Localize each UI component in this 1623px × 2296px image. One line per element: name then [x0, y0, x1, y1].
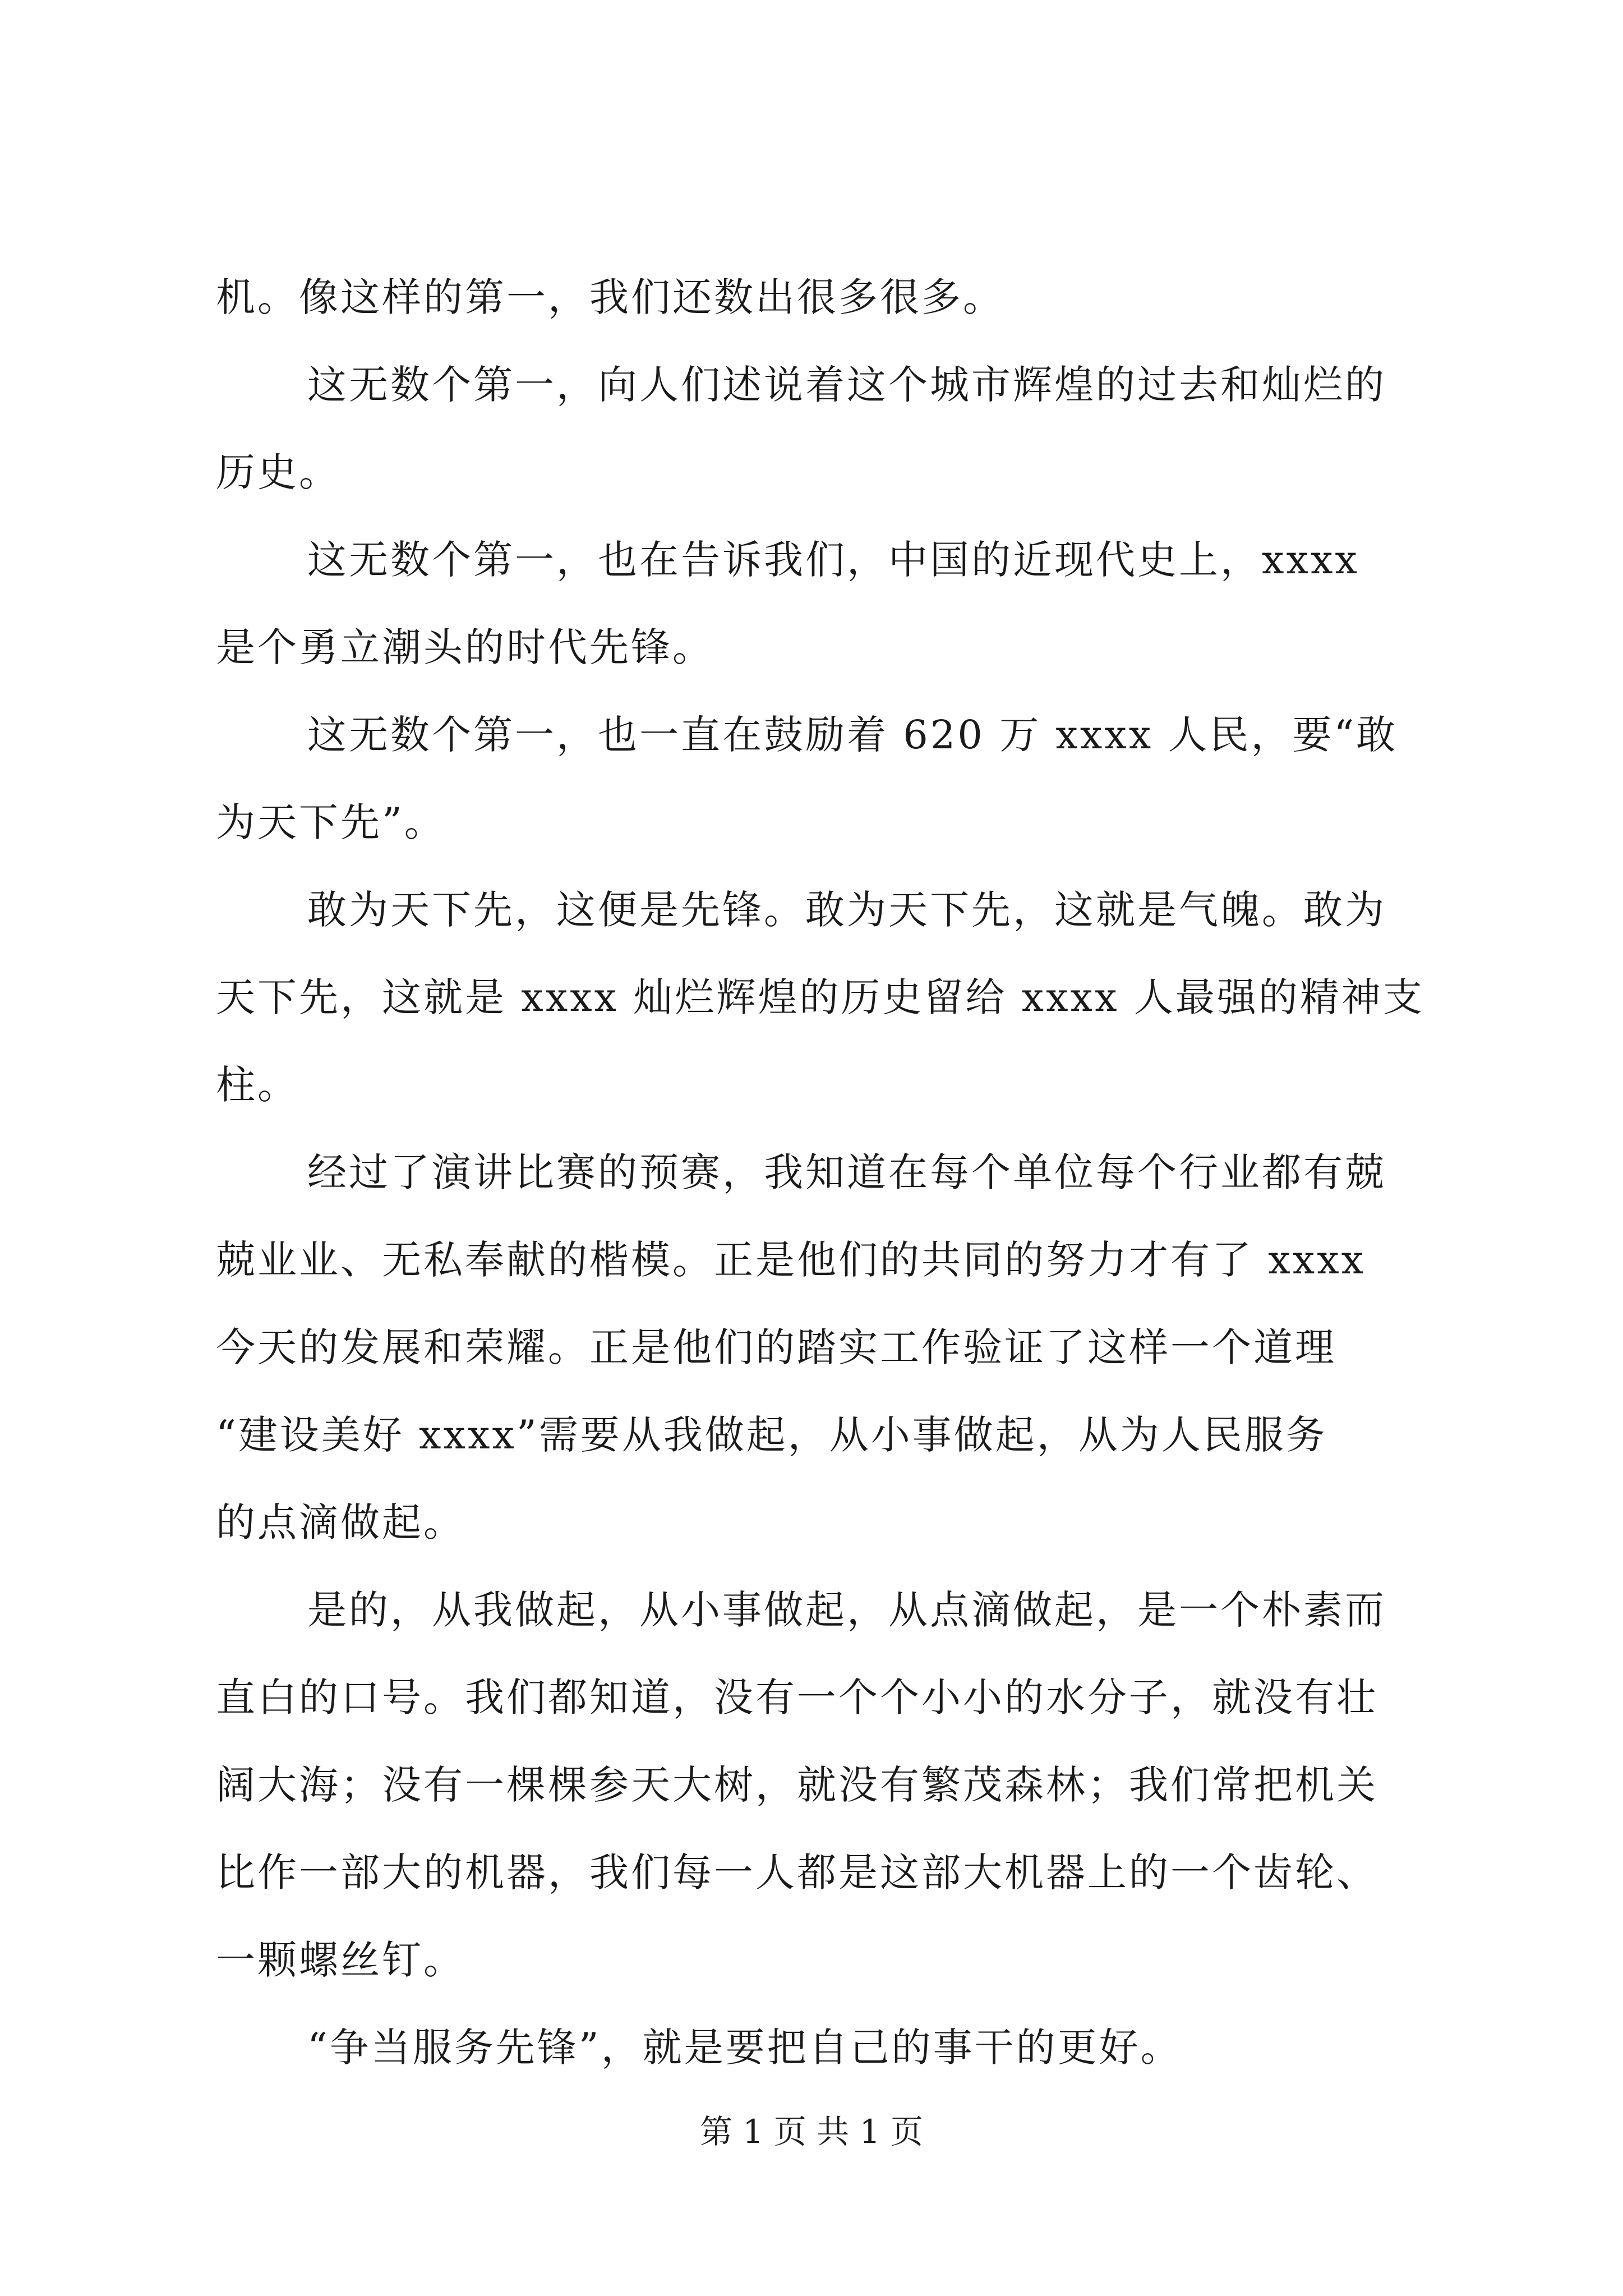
text-line: 兢业业、无私奉献的楷模。正是他们的共同的努力才有了 xxxx — [216, 1237, 1366, 1283]
text-line: 一颗螺丝钉。 — [216, 1937, 465, 1983]
text-line: 历史。 — [216, 449, 340, 495]
text-line: 今天的发展和荣耀。正是他们的踏实工作验证了这样一个道理 — [216, 1324, 1336, 1370]
text-line: 这无数个第一，也在告诉我们，中国的近现代史上，xxxx — [307, 537, 1359, 583]
text-line: 敢为天下先，这便是先锋。敢为天下先，这就是气魄。敢为 — [307, 887, 1386, 933]
text-line: 是的，从我做起，从小事做起，从点滴做起，是一个朴素而 — [307, 1587, 1386, 1633]
page-footer: 第 1 页 共 1 页 — [700, 2113, 923, 2151]
text-line: 机。像这样的第一，我们还数出很多很多。 — [216, 274, 1004, 320]
text-line: 阔大海；没有一棵棵参天大树，就没有繁茂森林；我们常把机关 — [216, 1762, 1378, 1808]
text-line: 直白的口号。我们都知道，没有一个个小小的水分子，就没有壮 — [216, 1674, 1378, 1720]
text-line: 比作一部大的机器，我们每一人都是这部大机器上的一个齿轮、 — [216, 1849, 1378, 1895]
text-line: 天下先，这就是 xxxx 灿烂辉煌的历史留给 xxxx 人最强的精神支 — [216, 974, 1424, 1020]
text-line: 是个勇立潮头的时代先锋。 — [216, 624, 714, 670]
text-line: 这无数个第一，向人们述说着这个城市辉煌的过去和灿烂的 — [307, 362, 1386, 408]
text-line: 柱。 — [216, 1062, 299, 1108]
text-line: 经过了演讲比赛的预赛，我知道在每个单位每个行业都有兢 — [307, 1149, 1386, 1195]
text-line: “争当服务先锋”，就是要把自己的事干的更好。 — [307, 2024, 1182, 2070]
text-line: 为天下先”。 — [216, 799, 446, 845]
text-line: 这无数个第一，也一直在鼓励着 620 万 xxxx 人民，要“敢 — [307, 712, 1398, 758]
text-line: “建设美好 xxxx”需要从我做起，从小事做起，从为人民服务 — [216, 1412, 1327, 1458]
text-line: 的点滴做起。 — [216, 1499, 465, 1545]
